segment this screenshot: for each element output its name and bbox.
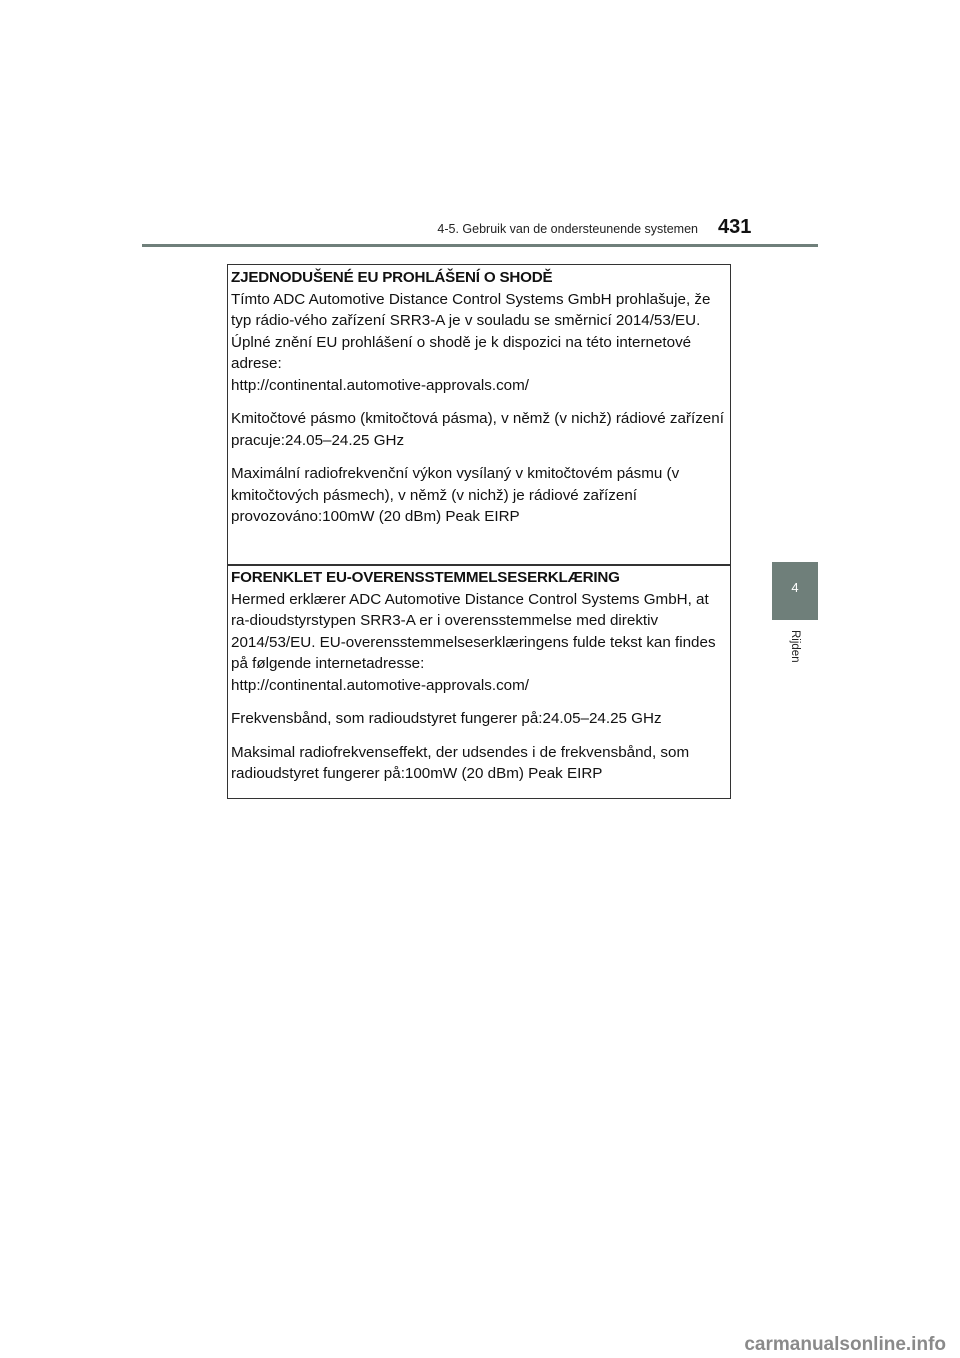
danish-heading: FORENKLET EU-OVERENSSTEMMELSESERKLÆRING	[231, 569, 620, 586]
chapter-label: Rijden	[789, 630, 801, 663]
header-rule	[142, 244, 818, 247]
chapter-number: 4	[791, 580, 799, 595]
page-number: 431	[718, 216, 752, 238]
czech-paragraph-2: Kmitočtové pásmo (kmitočtová pásma), v němž (v nichž) rádiové zařízení pracuje:24.05–24.25 GHz	[231, 410, 724, 449]
danish-paragraph-1: Hermed erklærer ADC Automotive Distance Control Systems GmbH, at ra-dioudstyrstypen SRR3-A er i overensstemmelse med direktiv 2014/53/EU. EU-overensstemmelseserklæringens fulde tekst kan findes på følgende internetadresse:	[231, 590, 716, 672]
czech-paragraph-1: Tímto ADC Automotive Distance Control Systems GmbH prohlašuje, že typ rádio-vého zařízení SRR3-A je v souladu se směrnicí 2014/53/EU. Úplné znění EU prohlášení o shodě je k dispozici na této internetové adrese:	[231, 290, 711, 372]
section-divider	[228, 564, 730, 566]
danish-declaration	[228, 567, 730, 785]
danish-paragraph-3: Maksimal radiofrekvenseffekt, der udsendes i de frekvensbånd, som radioudstyret fungerer på:100mW (20 dBm) Peak EIRP	[231, 743, 690, 782]
danish-url: http://continental.automotive-approvals.com/	[231, 676, 530, 694]
header-section-title: 4-5. Gebruik van de ondersteunende systemen	[437, 222, 698, 236]
watermark: carmanualsonline.info	[744, 1334, 946, 1355]
chapter-tab	[772, 562, 818, 620]
czech-heading: ZJEDNODUŠENÉ EU PROHLÁŠENÍ O SHODĚ	[231, 269, 553, 286]
czech-paragraph-3: Maximální radiofrekvenční výkon vysílaný v kmitočtovém pásmu (v kmitočtových pásmech), v němž (v nichž) je rádiové zařízení provozováno:100mW (20 dBm) Peak EIRP	[231, 465, 680, 525]
declaration-box	[227, 264, 731, 799]
czech-declaration	[228, 267, 730, 564]
danish-paragraph-2: Frekvensbånd, som radioudstyret fungerer på:24.05–24.25 GHz	[231, 710, 662, 727]
czech-url: http://continental.automotive-approvals.com/	[231, 376, 530, 394]
